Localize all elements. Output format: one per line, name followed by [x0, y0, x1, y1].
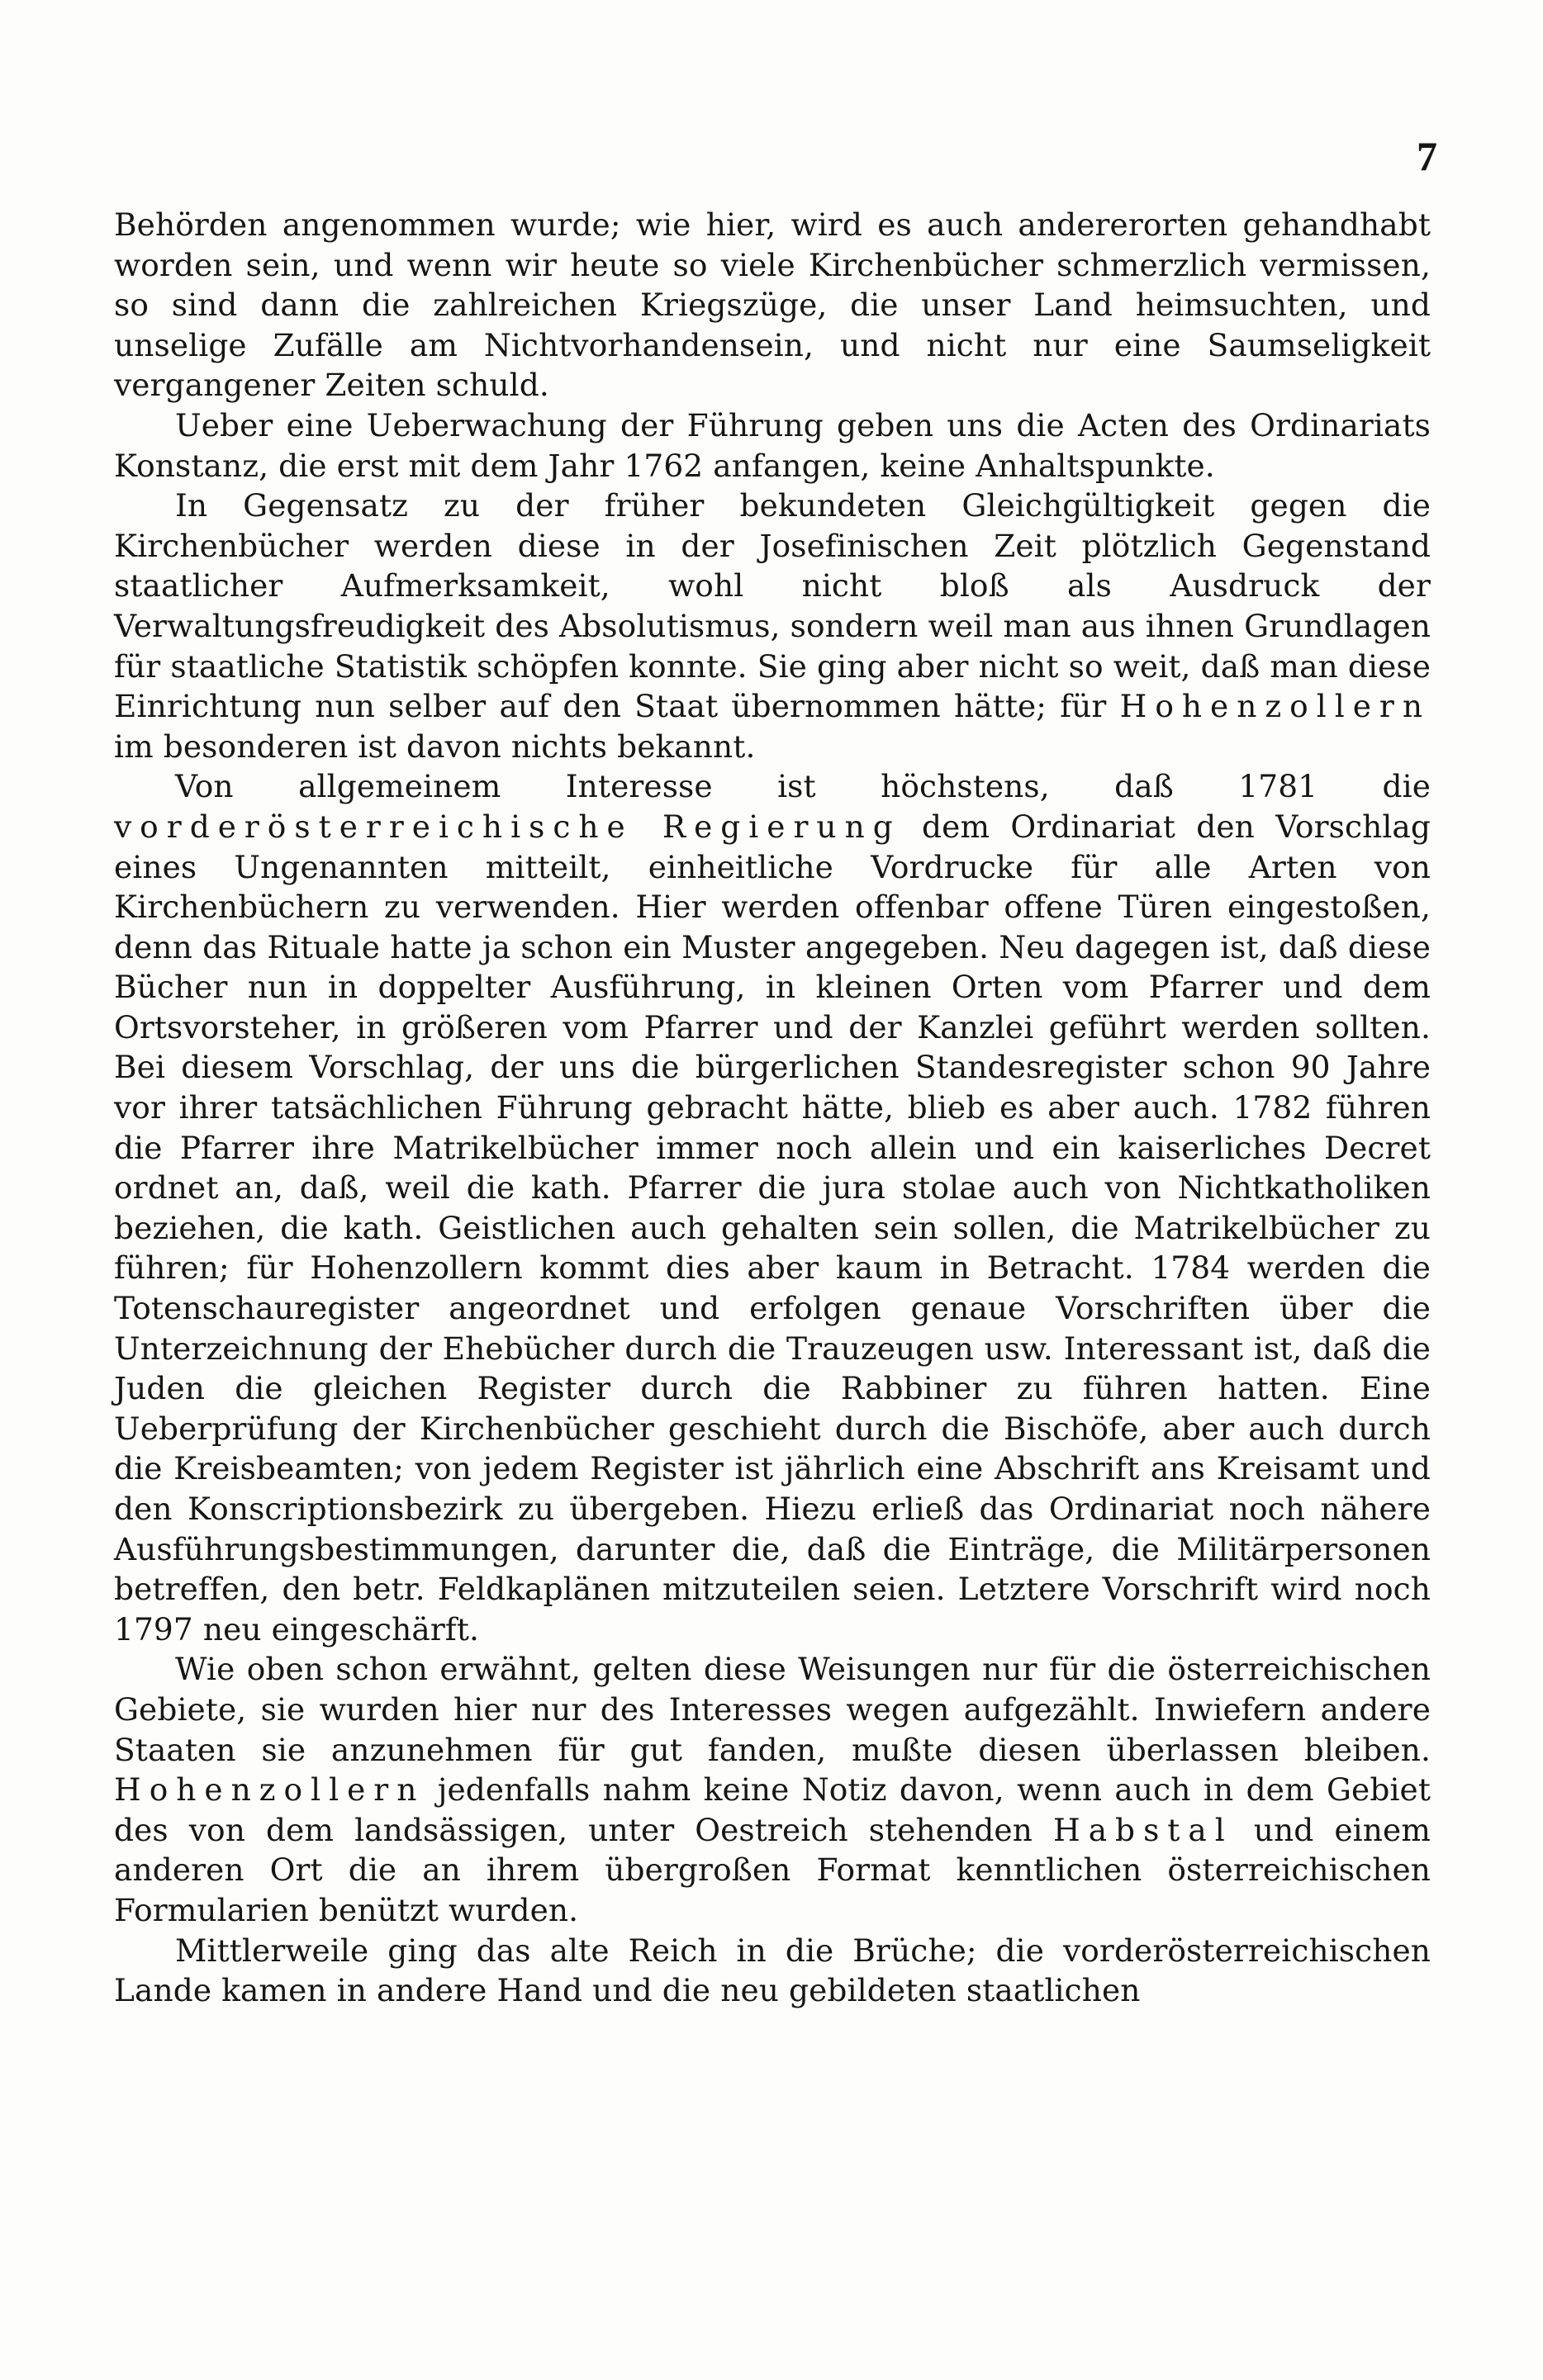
text-segment: und einem anderen Ort die an ihrem übergroßen Format kenntlichen österreichischen Formularien benützt wurden. [114, 1811, 1431, 1928]
body-text [114, 205, 1431, 2011]
paragraph [114, 1649, 1431, 1930]
spaced-emphasis: vorderösterreichische Regierung [114, 808, 901, 845]
text-segment: Ueber eine Ueberwachung der Führung geben uns die Acten des Ordinariats Konstanz, die erst mit dem Jahr 1762 anfangen, keine Anhaltspunkte. [114, 406, 1431, 484]
paragraph [114, 205, 1431, 405]
text-segment: Behörden angenommen wurde; wie hier, wird es auch andererorten gehandhabt worden sein, und wenn wir heute so viele Kirchenbücher schmerzlich vermissen, so sind dann die zahlreichen Kriegszüge, die unser Land heimsuchten, und unselige Zufälle am Nichtvorhandensein, und nicht nur eine Saumseligkeit vergangener Zeiten schuld. [114, 206, 1431, 404]
paragraph [114, 486, 1431, 766]
text-segment: Wie oben schon erwähnt, gelten diese Weisungen nur für die österreichischen Gebiete, sie wurden hier nur des Interesses wegen aufgezählt. Inwiefern andere Staaten sie anzunehmen für gut fanden, mußte diesen überlassen bleiben. [114, 1651, 1431, 1768]
spaced-emphasis: Hohenzollern [1119, 688, 1431, 725]
text-segment: In Gegensatz zu der früher bekundeten Gleichgültigkeit gegen die Kirchenbücher werden diese in der Josefinischen Zeit plötzlich Gegenstand staatlicher Aufmerksamkeit, wohl nicht bloß als Ausdruck der Verwaltungsfreudigkeit des Absolutismus, sondern weil man aus ihnen Grundlagen für staatliche Statistik schöpfen konnte. Sie ging aber nicht so weit, daß man diese Einrichtung nun selber auf den Staat übernommen hätte; für [114, 487, 1431, 725]
paragraph [114, 766, 1431, 1649]
spaced-emphasis: Habstal [1053, 1811, 1233, 1848]
text-segment: jedenfalls nahm keine Notiz davon, wenn auch in dem Gebiet des von dem landsässigen, unter Oestreich stehenden [114, 1771, 1431, 1848]
text-segment: Von allgemeinem Interesse ist höchstens, daß 1781 die [175, 768, 1431, 805]
text-segment: Mittlerweile ging das alte Reich in die Brüche; die vorderösterreichischen Lande kamen in andere Hand und die neu gebildeten staatlichen [114, 1932, 1431, 2009]
text-segment: dem Ordinariat den Vorschlag eines Ungenannten mitteilt, einheitliche Vordrucke für alle Arten von Kirchenbüchern zu verwenden. Hier werden offenbar offene Türen eingestoßen, denn das Rituale hatte ja schon ein Muster angegeben. Neu dagegen ist, daß diese Bücher nun in doppelter Ausführung, in kleinen Orten vom Pfarrer und dem Ortsvorsteher, in größeren vom Pfarrer und der Kanzlei geführt werden sollten. Bei diesem Vorschlag, der uns die bürgerlichen Standesregister schon 90 Jahre vor ihrer tatsächlichen Führung gebracht hätte, blieb es aber auch. 1782 führen die Pfarrer ihre Matrikelbücher immer noch allein und ein kaiserliches Decret ordnet an, daß, weil die kath. Pfarrer die jura stolae auch von Nichtkatholiken beziehen, die kath. Geistlichen auch gehalten sein sollen, die Matrikelbücher zu führen; für Hohenzollern kommt dies aber kaum in Betracht. 1784 werden die Totenschauregister angeordnet und erfolgen genaue Vorschriften über die Unterzeichnung der Ehebücher durch die Trauzeugen usw. Interessant ist, daß die Juden die gleichen Register durch die Rabbiner zu führen hatten. Eine Ueberprüfung der Kirchenbücher geschieht durch die Bischöfe, aber auch durch die Kreisbeamten; von jedem Register ist jährlich eine Abschrift ans Kreisamt und den Konscriptionsbezirk zu übergeben. Hiezu erließ das Ordinariat noch nähere Ausführungsbestimmungen, darunter die, daß die Einträge, die Militärpersonen betreffen, den betr. Feldkaplänen mitzuteilen seien. Letztere Vorschrift wird noch 1797 neu eingeschärft. [114, 808, 1431, 1648]
spaced-emphasis: Hohenzollern [114, 1771, 425, 1809]
paragraph [114, 405, 1431, 486]
paragraph [114, 1931, 1431, 2011]
text-segment: im besonderen ist davon nichts bekannt. [114, 728, 756, 765]
page-number: 7 [1417, 133, 1437, 179]
